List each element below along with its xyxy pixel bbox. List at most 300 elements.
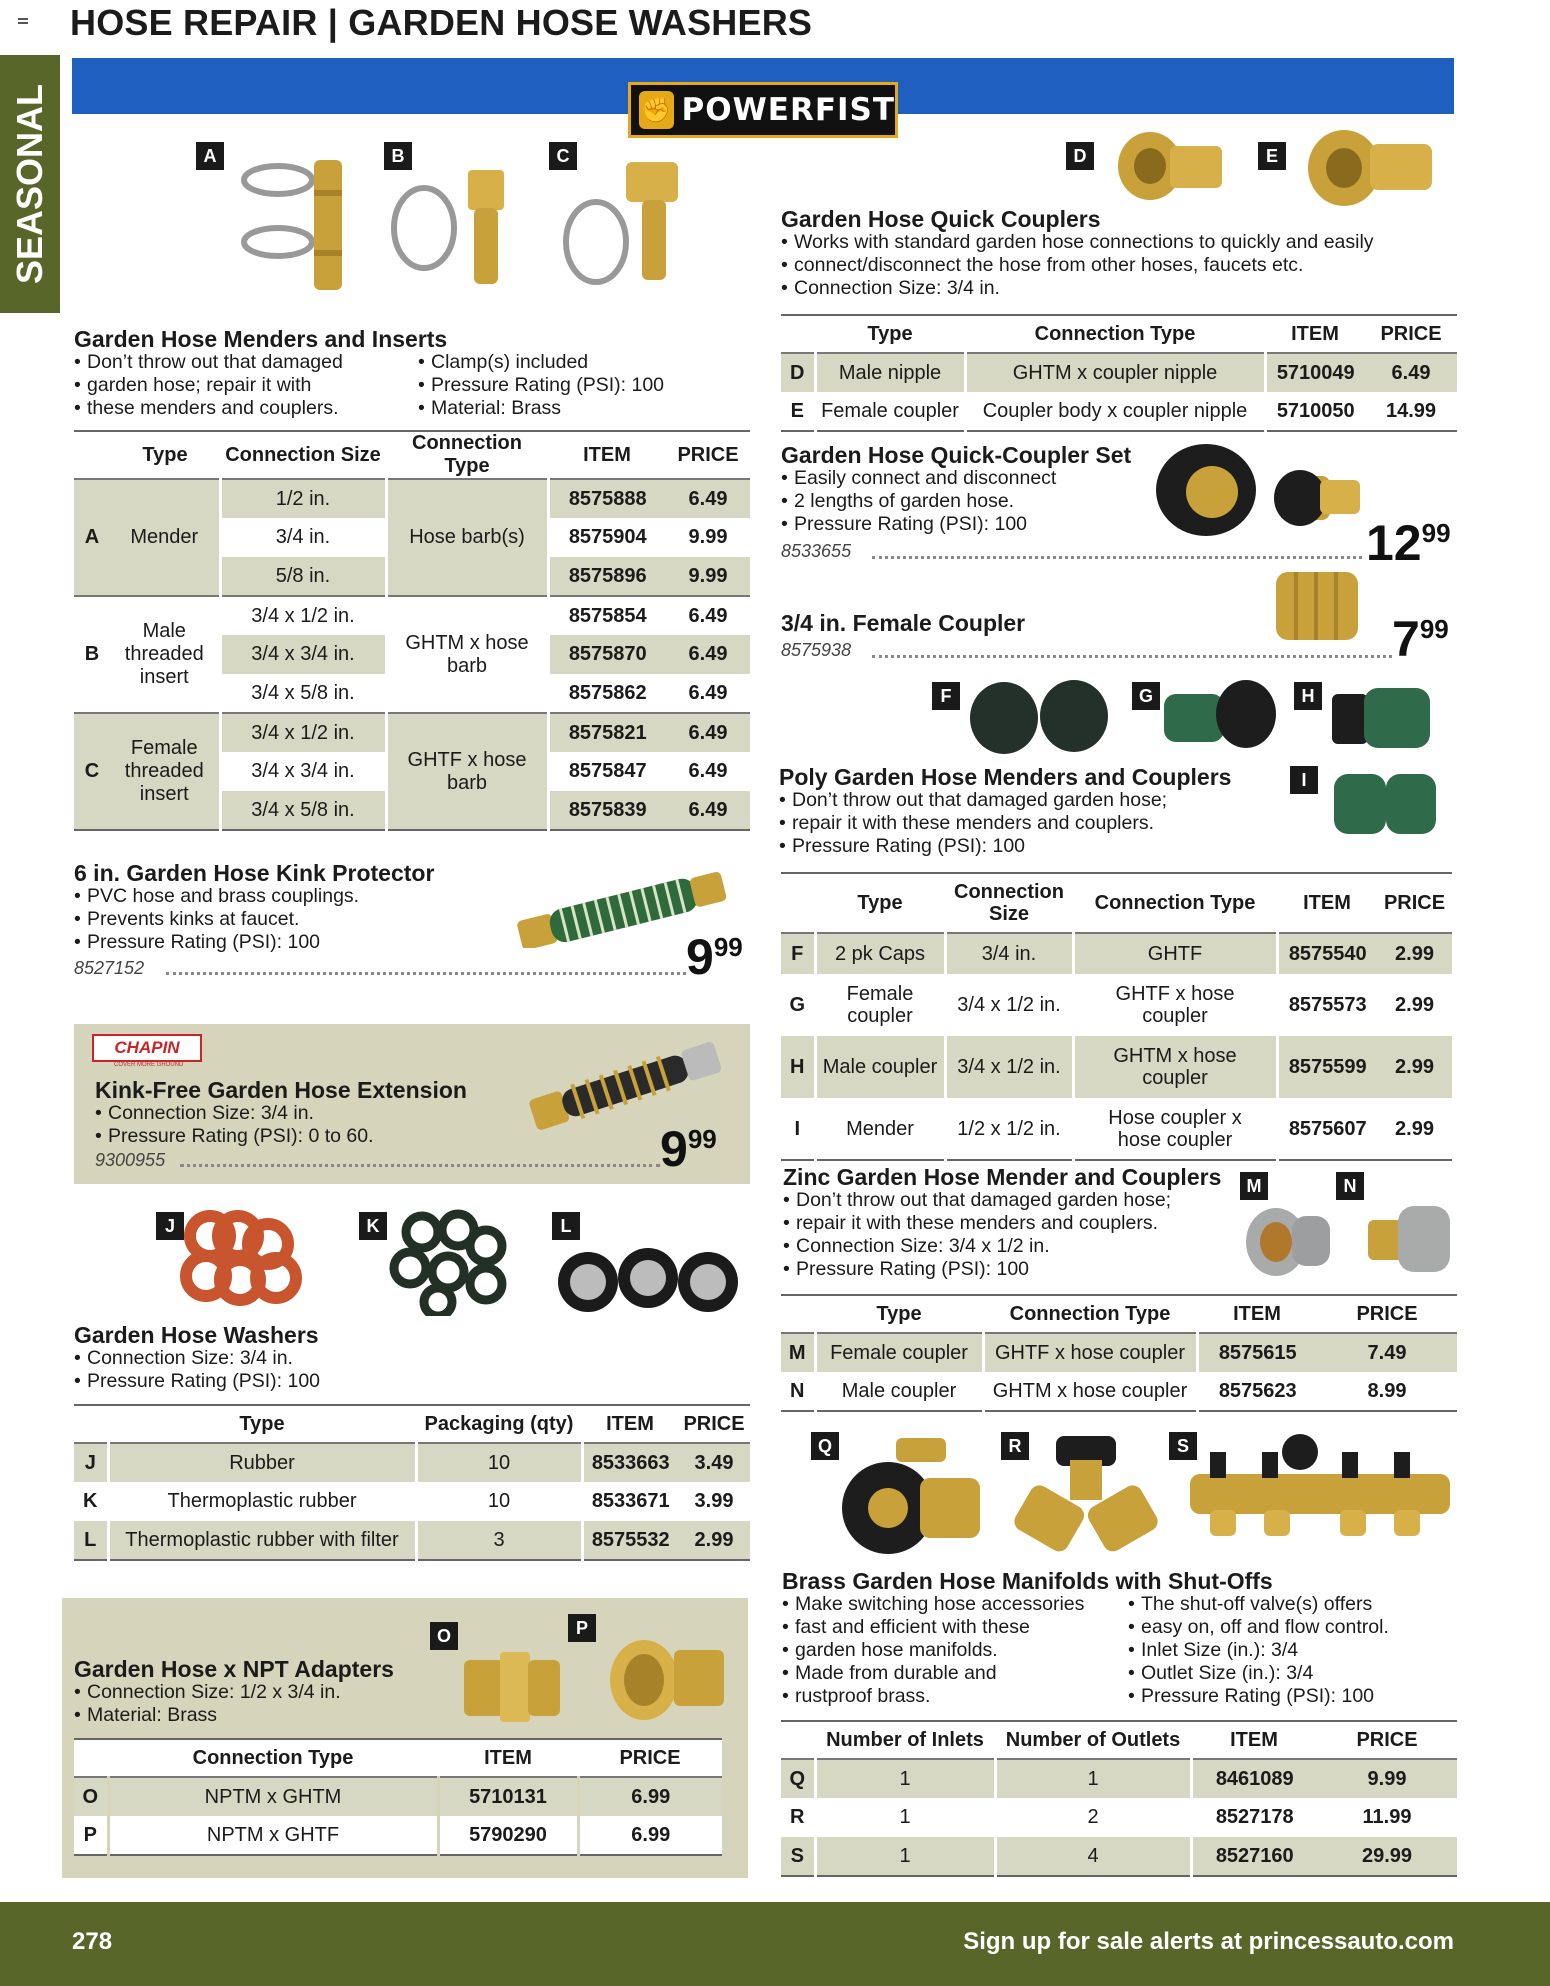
cell-price: 6.49 xyxy=(666,635,750,674)
row-key: G xyxy=(781,974,815,1036)
cell-price: 9.99 xyxy=(666,518,750,557)
table-row xyxy=(74,1443,750,1482)
cell-item: 8575573 xyxy=(1277,974,1377,1036)
table-row xyxy=(781,1098,1452,1160)
cell-item: 8575615 xyxy=(1197,1333,1317,1372)
poly-table xyxy=(781,872,1452,1161)
table-row xyxy=(74,479,750,518)
chapin-logo xyxy=(92,1034,202,1062)
bullet-cont: • easy on, off and flow control. xyxy=(1128,1616,1458,1639)
cell-size: 3/4 x 5/8 in. xyxy=(220,791,386,830)
bullet-cont: • these menders and couplers. xyxy=(74,397,414,420)
cell-price: 2.99 xyxy=(1377,974,1452,1036)
product-label-j: J xyxy=(156,1212,184,1240)
bullet: • Connection Size: 1/2 x 3/4 in. xyxy=(74,1681,494,1704)
cell-price: 2.99 xyxy=(1377,1036,1452,1098)
table-row xyxy=(781,974,1452,1036)
price-cents: 99 xyxy=(713,932,743,962)
product-label-h: H xyxy=(1294,682,1322,710)
zinc-title: Zinc Garden Hose Mender and Couplers xyxy=(783,1164,1222,1190)
menders-title: Garden Hose Menders and Inserts xyxy=(74,326,448,352)
bullet: • Pressure Rating (PSI): 0 to 60. xyxy=(95,1125,515,1148)
cell-type: Female coupler xyxy=(815,1333,983,1372)
cell-conn-type: Hose barb(s) xyxy=(386,479,548,596)
cell-type: Male nipple xyxy=(815,353,965,392)
rubber-washers-image xyxy=(168,1206,318,1316)
cell-conn-type: NPTM x GHTF xyxy=(108,1816,438,1855)
cell-item: 8575839 xyxy=(548,791,666,830)
cell-item: 8575623 xyxy=(1197,1372,1317,1411)
bullet-cont: • repair it with these menders and couplers. xyxy=(779,812,1279,835)
bullet: • Connection Size: 3/4 x 1/2 in. xyxy=(783,1235,1243,1258)
bullet: • Connection Size: 3/4 in. xyxy=(95,1102,515,1125)
table-row xyxy=(781,353,1457,392)
cell-size: 3/4 x 1/2 in. xyxy=(945,974,1073,1036)
bullet: • Pressure Rating (PSI): 100 xyxy=(74,931,494,954)
row-key: P xyxy=(74,1816,108,1855)
cell-price: 6.49 xyxy=(666,791,750,830)
cell-size: 5/8 in. xyxy=(220,557,386,596)
cell-outlets: 4 xyxy=(995,1837,1191,1876)
quick-coupler-set-image xyxy=(1150,440,1450,550)
product-label-a: A xyxy=(196,142,224,170)
bullet: • The shut-off valve(s) offers xyxy=(1128,1593,1458,1616)
cell-size: 3/4 x 3/4 in. xyxy=(220,752,386,791)
table-row xyxy=(781,933,1452,974)
poly-bullets xyxy=(779,789,1279,858)
male-insert-image xyxy=(388,168,518,288)
table-row xyxy=(781,1372,1457,1411)
col-item: ITEM xyxy=(1265,315,1365,353)
cell-item: 8575540 xyxy=(1277,933,1377,974)
male-nipple-image xyxy=(1110,126,1230,206)
qset-title: Garden Hose Quick-Coupler Set xyxy=(781,442,1132,468)
poly-title: Poly Garden Hose Menders and Couplers xyxy=(779,764,1232,790)
row-key: K xyxy=(74,1482,108,1521)
cell-item: 8533663 xyxy=(582,1443,678,1482)
leader-dots xyxy=(872,655,1392,658)
female-coupler-7-image xyxy=(1268,566,1368,646)
cell-price: 3.49 xyxy=(678,1443,750,1482)
cell-item: 8575821 xyxy=(548,713,666,752)
row-key: O xyxy=(74,1777,108,1816)
thermoplastic-washers-image xyxy=(382,1206,522,1316)
female-price xyxy=(1392,611,1449,667)
cell-size: 1/2 x 1/2 in. xyxy=(945,1098,1073,1160)
bullet: • Works with standard garden hose connections to quickly and easily xyxy=(781,231,1461,254)
cell-type: Male coupler xyxy=(815,1036,945,1098)
row-key: F xyxy=(781,933,815,974)
cell-type: Mender xyxy=(815,1098,945,1160)
manifold-bullets-right xyxy=(1128,1593,1458,1708)
cell-outlets: 1 xyxy=(995,1759,1191,1798)
cell-price: 11.99 xyxy=(1317,1798,1457,1837)
cell-size: 1/2 in. xyxy=(220,479,386,518)
cell-price: 6.49 xyxy=(666,479,750,518)
cell-price: 14.99 xyxy=(1365,392,1457,431)
product-label-c: C xyxy=(549,142,577,170)
quick-table xyxy=(781,314,1457,432)
cell-size: 3/4 x 1/2 in. xyxy=(945,1036,1073,1098)
cell-conn-type: GHTF xyxy=(1073,933,1277,974)
quick-title: Garden Hose Quick Couplers xyxy=(781,206,1101,232)
cell-price: 9.99 xyxy=(666,557,750,596)
cell-inlets: 1 xyxy=(815,1837,995,1876)
cell-type: Female coupler xyxy=(815,974,945,1036)
bullet: • Material: Brass xyxy=(74,1704,494,1727)
filter-washers-image xyxy=(550,1240,750,1320)
row-key: H xyxy=(781,1036,815,1098)
cell-conn-type: GHTF x hose coupler xyxy=(1073,974,1277,1036)
cell-item: 8533671 xyxy=(582,1482,678,1521)
npt-bullets xyxy=(74,1681,494,1727)
cell-size: 3/4 x 1/2 in. xyxy=(220,713,386,752)
cell-conn-type: GHTM x hose coupler xyxy=(983,1372,1197,1411)
col-price: PRICE xyxy=(1317,1721,1457,1759)
col-outlets: Number of Outlets xyxy=(995,1721,1191,1759)
cell-price: 6.49 xyxy=(666,752,750,791)
product-label-o: O xyxy=(430,1622,458,1650)
cell-price: 3.99 xyxy=(678,1482,750,1521)
menders-bullets-left xyxy=(74,351,414,420)
row-key: B xyxy=(74,596,110,713)
cell-conn-type: GHTM x hose coupler xyxy=(1073,1036,1277,1098)
cell-item: 8575599 xyxy=(1277,1036,1377,1098)
table-row xyxy=(781,1837,1457,1876)
manifold-two-outlet-image xyxy=(1006,1430,1166,1560)
product-label-e: E xyxy=(1258,142,1286,170)
bullet: • Connection Size: 3/4 in. xyxy=(74,1347,494,1370)
col-conn-type: Connection Type xyxy=(983,1295,1197,1333)
cell-qty: 10 xyxy=(416,1443,582,1482)
cell-size: 3/4 x 1/2 in. xyxy=(220,596,386,635)
price-dollars: 9 xyxy=(660,1121,688,1177)
product-label-r: R xyxy=(1001,1432,1029,1460)
cell-price: 2.99 xyxy=(1377,933,1452,974)
col-item: ITEM xyxy=(438,1739,578,1777)
female-insert-image xyxy=(556,162,686,292)
menu-icon xyxy=(18,18,28,24)
kink-protector-image xyxy=(508,868,734,948)
kink-title: 6 in. Garden Hose Kink Protector xyxy=(74,860,435,886)
cell-type: 2 pk Caps xyxy=(815,933,945,974)
page-number: 278 xyxy=(72,1928,113,1955)
leader-dots xyxy=(180,1164,660,1167)
cell-inlets: 1 xyxy=(815,1759,995,1798)
bullet: • Prevents kinks at faucet. xyxy=(74,908,494,931)
col-item: ITEM xyxy=(1197,1295,1317,1333)
section-tab-label: SEASONAL xyxy=(9,83,50,285)
poly-male-coupler-image xyxy=(1328,678,1438,758)
bullet: • Don’t throw out that damaged garden hose; xyxy=(779,789,1279,812)
cell-price: 29.99 xyxy=(1317,1837,1457,1876)
page-title: HOSE REPAIR | GARDEN HOSE WASHERS xyxy=(70,2,813,43)
col-size: Connection Size xyxy=(945,873,1073,933)
cell-type: Thermoplastic rubber with filter xyxy=(108,1521,416,1560)
cell-price: 6.49 xyxy=(666,674,750,713)
col-type: Type xyxy=(108,1405,416,1443)
bullet-cont: • rustproof brass. xyxy=(782,1685,1122,1708)
bullet: • Pressure Rating (PSI): 100 xyxy=(781,513,1141,536)
cell-item: 8575888 xyxy=(548,479,666,518)
chapin-bullets xyxy=(95,1102,515,1148)
cell-price: 8.99 xyxy=(1317,1372,1457,1411)
col-type: Type xyxy=(815,873,945,933)
col-qty: Packaging (qty) xyxy=(416,1405,582,1443)
zinc-table xyxy=(781,1294,1457,1412)
menders-table xyxy=(74,430,750,831)
bullet-cont: • 2 lengths of garden hose. xyxy=(781,490,1141,513)
cell-price: 6.99 xyxy=(578,1816,722,1855)
col-price: PRICE xyxy=(1377,873,1452,933)
cell-type: Thermoplastic rubber xyxy=(108,1482,416,1521)
product-label-n: N xyxy=(1336,1172,1364,1200)
cell-item: 8461089 xyxy=(1191,1759,1317,1798)
cell-size: 3/4 x 5/8 in. xyxy=(220,674,386,713)
bullet: • Inlet Size (in.): 3/4 xyxy=(1128,1639,1458,1662)
cell-conn-type: GHTM x hose barb xyxy=(386,596,548,713)
chapin-tagline: COVER MORE GROUND xyxy=(114,1062,184,1068)
col-type: Type xyxy=(110,431,220,479)
col-item: ITEM xyxy=(582,1405,678,1443)
col-type: Type xyxy=(815,1295,983,1333)
col-price: PRICE xyxy=(678,1405,750,1443)
cell-item: 5710050 xyxy=(1265,392,1365,431)
brand-logo-text: POWERFIST xyxy=(681,92,895,128)
manifold-four-outlet-image xyxy=(1180,1430,1460,1540)
bullet: • Pressure Rating (PSI): 100 xyxy=(418,374,758,397)
bullet: • PVC hose and brass couplings. xyxy=(74,885,494,908)
cell-item: 8527178 xyxy=(1191,1798,1317,1837)
row-key: N xyxy=(781,1372,815,1411)
cell-item: 8575904 xyxy=(548,518,666,557)
cell-conn-type: NPTM x GHTM xyxy=(108,1777,438,1816)
price-dollars: 9 xyxy=(686,929,714,985)
manifold-table xyxy=(781,1720,1457,1877)
qset-bullets xyxy=(781,467,1141,536)
col-type: Type xyxy=(815,315,965,353)
cell-price: 6.99 xyxy=(578,1777,722,1816)
cell-size: 3/4 in. xyxy=(945,933,1073,974)
bullet: • Pressure Rating (PSI): 100 xyxy=(1128,1685,1458,1708)
bullet-cont: • connect/disconnect the hose from other hoses, faucets etc. xyxy=(781,254,1461,277)
qset-sku: 8533655 xyxy=(781,541,852,561)
cell-conn-type: GHTM x coupler nipple xyxy=(965,353,1265,392)
table-row xyxy=(74,1777,722,1816)
product-label-g: G xyxy=(1132,682,1160,710)
menders-bullets-right xyxy=(418,351,758,420)
manifold-title: Brass Garden Hose Manifolds with Shut-Offs xyxy=(782,1568,1273,1594)
col-size: Connection Size xyxy=(220,431,386,479)
table-row xyxy=(781,1798,1457,1837)
cell-conn-type: Hose coupler x hose coupler xyxy=(1073,1098,1277,1160)
bullet: • Pressure Rating (PSI): 100 xyxy=(783,1258,1243,1281)
cell-conn-type: GHTF x hose barb xyxy=(386,713,548,830)
cell-item: 5710131 xyxy=(438,1777,578,1816)
cell-outlets: 2 xyxy=(995,1798,1191,1837)
product-label-q: Q xyxy=(811,1432,839,1460)
col-item: ITEM xyxy=(548,431,666,479)
row-key: M xyxy=(781,1333,815,1372)
chapin-sku: 9300955 xyxy=(95,1150,166,1170)
product-label-k: K xyxy=(359,1212,387,1240)
col-item: ITEM xyxy=(1277,873,1377,933)
product-label-p: P xyxy=(568,1614,596,1642)
cell-price: 2.99 xyxy=(678,1521,750,1560)
leader-dots xyxy=(166,972,686,975)
kink-bullets xyxy=(74,885,494,954)
col-item: ITEM xyxy=(1191,1721,1317,1759)
bullet: • Connection Size: 3/4 in. xyxy=(781,277,1461,300)
price-cents: 99 xyxy=(687,1124,717,1154)
female-coupler-image xyxy=(1300,120,1440,210)
manifold-bullets-left xyxy=(782,1593,1122,1708)
table-row xyxy=(781,1333,1457,1372)
row-key: S xyxy=(781,1837,815,1876)
row-key: C xyxy=(74,713,110,830)
cell-item: 8575854 xyxy=(548,596,666,635)
cell-type: Female coupler xyxy=(815,392,965,431)
bullet: • Make switching hose accessories xyxy=(782,1593,1122,1616)
bullet: • Pressure Rating (PSI): 100 xyxy=(74,1370,494,1393)
col-conn-type: Connection Type xyxy=(386,431,548,479)
cell-inlets: 1 xyxy=(815,1798,995,1837)
powerfist-logo xyxy=(628,82,898,138)
bullet: • Clamp(s) included xyxy=(418,351,758,374)
product-label-f: F xyxy=(932,682,960,710)
table-row xyxy=(74,1816,722,1855)
cell-price: 9.99 xyxy=(1317,1759,1457,1798)
washers-title: Garden Hose Washers xyxy=(74,1322,319,1348)
col-inlets: Number of Inlets xyxy=(815,1721,995,1759)
product-label-l: L xyxy=(552,1212,580,1240)
table-row xyxy=(781,1036,1452,1098)
bullet-cont: • fast and efficient with these xyxy=(782,1616,1122,1639)
product-label-s: S xyxy=(1169,1432,1197,1460)
female-sku: 8575938 xyxy=(781,640,852,660)
zinc-female-coupler-image xyxy=(1240,1196,1336,1282)
chapin-title: Kink-Free Garden Hose Extension xyxy=(95,1077,467,1103)
manifold-one-outlet-image xyxy=(840,1428,990,1562)
cell-item: 5790290 xyxy=(438,1816,578,1855)
table-row xyxy=(74,1521,750,1560)
cell-type: Male threaded insert xyxy=(110,596,220,713)
col-conn-type: Connection Type xyxy=(108,1739,438,1777)
cell-conn-type: GHTF x hose coupler xyxy=(983,1333,1197,1372)
cell-qty: 3 xyxy=(416,1521,582,1560)
cell-item: 8575847 xyxy=(548,752,666,791)
mender-image xyxy=(236,150,356,300)
cell-price: 6.49 xyxy=(666,596,750,635)
cell-type: Rubber xyxy=(108,1443,416,1482)
row-key: L xyxy=(74,1521,108,1560)
table-row xyxy=(74,713,750,752)
washers-table xyxy=(74,1404,750,1561)
cell-item: 8575862 xyxy=(548,674,666,713)
footer-bar xyxy=(0,1902,1550,1986)
row-key: A xyxy=(74,479,110,596)
cell-item: 5710049 xyxy=(1265,353,1365,392)
row-key: J xyxy=(74,1443,108,1482)
quick-bullets xyxy=(781,231,1461,300)
col-conn-type: Connection Type xyxy=(1073,873,1277,933)
row-key: R xyxy=(781,1798,815,1837)
female-title: 3/4 in. Female Coupler xyxy=(781,610,1026,636)
npt-table xyxy=(74,1738,722,1856)
row-key: Q xyxy=(781,1759,815,1798)
product-label-m: M xyxy=(1240,1172,1268,1200)
cell-size: 3/4 in. xyxy=(220,518,386,557)
bullet-cont: • garden hose; repair it with xyxy=(74,374,414,397)
poly-caps-image xyxy=(966,676,1116,756)
bullet-cont: • garden hose manifolds. xyxy=(782,1639,1122,1662)
bullet: • Easily connect and disconnect xyxy=(781,467,1141,490)
poly-female-coupler-image xyxy=(1160,674,1280,754)
cell-type: Female threaded insert xyxy=(110,713,220,830)
col-price: PRICE xyxy=(578,1739,722,1777)
bullet: • Don’t throw out that damaged garden hose; xyxy=(783,1189,1243,1212)
price-cents: 99 xyxy=(1421,518,1451,548)
bullet-cont: • repair it with these menders and couplers. xyxy=(783,1212,1243,1235)
cell-conn-type: Coupler body x coupler nipple xyxy=(965,392,1265,431)
row-key: E xyxy=(781,392,815,431)
hose-extension-image xyxy=(520,1030,730,1140)
bullet: • Pressure Rating (PSI): 100 xyxy=(779,835,1279,858)
table-row xyxy=(74,1482,750,1521)
col-conn-type: Connection Type xyxy=(965,315,1265,353)
cell-qty: 10 xyxy=(416,1482,582,1521)
poly-mender-image xyxy=(1330,762,1440,842)
price-dollars: 7 xyxy=(1392,611,1420,667)
cell-size: 3/4 x 3/4 in. xyxy=(220,635,386,674)
bullet: • Don’t throw out that damaged xyxy=(74,351,414,374)
zinc-male-coupler-image xyxy=(1364,1196,1456,1282)
cell-price: 2.99 xyxy=(1377,1098,1452,1160)
cell-item: 8575532 xyxy=(582,1521,678,1560)
cell-price: 6.49 xyxy=(666,713,750,752)
col-price: PRICE xyxy=(1317,1295,1457,1333)
col-price: PRICE xyxy=(1365,315,1457,353)
cell-item: 8575607 xyxy=(1277,1098,1377,1160)
product-label-b: B xyxy=(384,142,412,170)
washers-bullets xyxy=(74,1347,494,1393)
row-key: I xyxy=(781,1098,815,1160)
price-cents: 99 xyxy=(1419,614,1449,644)
cell-item: 8575870 xyxy=(548,635,666,674)
section-tab xyxy=(0,55,60,313)
price-dollars: 12 xyxy=(1366,515,1422,571)
table-row xyxy=(781,392,1457,431)
cell-item: 8527160 xyxy=(1191,1837,1317,1876)
bullet: • Material: Brass xyxy=(418,397,758,420)
cell-price: 6.49 xyxy=(1365,353,1457,392)
npt-female-adapter-image xyxy=(604,1620,734,1730)
npt-title: Garden Hose x NPT Adapters xyxy=(74,1656,394,1682)
bullet: • Made from durable and xyxy=(782,1662,1122,1685)
leader-dots xyxy=(872,556,1362,559)
cell-type: Mender xyxy=(110,479,220,596)
product-label-i: I xyxy=(1290,766,1318,794)
footer-promo-link[interactable]: Sign up for sale alerts at princessauto.com xyxy=(963,1928,1454,1955)
product-label-d: D xyxy=(1066,142,1094,170)
table-row xyxy=(74,596,750,635)
row-key: D xyxy=(781,353,815,392)
zinc-bullets xyxy=(783,1189,1243,1281)
col-price: PRICE xyxy=(666,431,750,479)
kink-sku: 8527152 xyxy=(74,958,145,978)
bullet: • Outlet Size (in.): 3/4 xyxy=(1128,1662,1458,1685)
cell-price: 7.49 xyxy=(1317,1333,1457,1372)
